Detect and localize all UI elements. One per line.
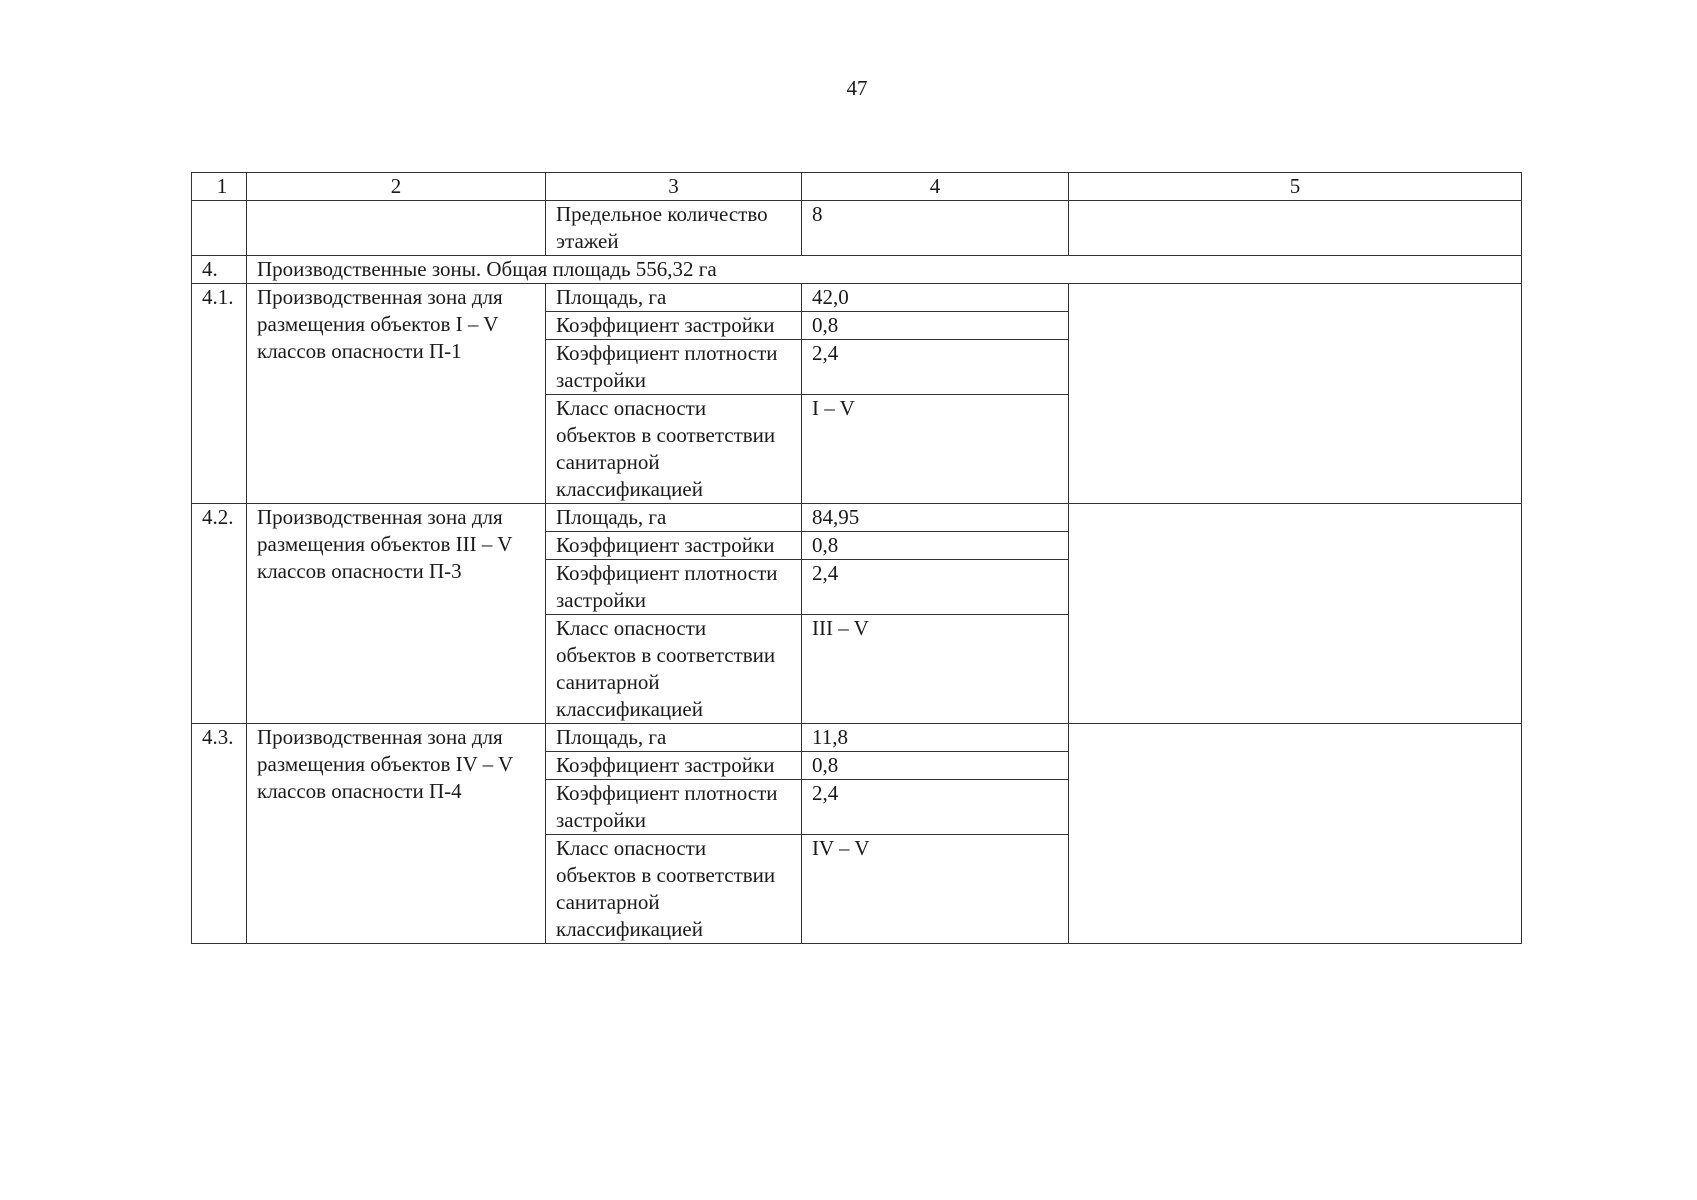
zone-param-row: [192, 284, 1522, 312]
param-value: III – V: [802, 615, 1069, 724]
param-value: IV – V: [802, 835, 1069, 944]
param-name: Класс опасности объектов в соответствии санитарной классификацией: [546, 395, 802, 504]
param-value: 2,4: [802, 780, 1069, 835]
zone-number: 4.3.: [192, 724, 247, 944]
header-cell-5: 5: [1069, 173, 1522, 201]
param-name: Класс опасности объектов в соответствии санитарной классификацией: [546, 615, 802, 724]
header-cell-2: 2: [247, 173, 546, 201]
zone-name: Производственная зона для размещения объектов IV – V классов опасности П-4: [247, 724, 546, 944]
header-cell-3: 3: [546, 173, 802, 201]
section-title: Производственные зоны. Общая площадь 556,32 га: [247, 256, 1522, 284]
zones-table: [191, 172, 1522, 944]
zone-name: Производственная зона для размещения объектов III – V классов опасности П-3: [247, 504, 546, 724]
zone-note: [1069, 504, 1522, 724]
section-number: 4.: [192, 256, 247, 284]
param-name: Площадь, га: [546, 724, 802, 752]
param-name: Коэффициент застройки: [546, 532, 802, 560]
param-value: I – V: [802, 395, 1069, 504]
header-row: [192, 173, 1522, 201]
param-value: 2,4: [802, 560, 1069, 615]
zones-body: [192, 284, 1522, 944]
param-name: Площадь, га: [546, 504, 802, 532]
param-name: Коэффициент плотности застройки: [546, 340, 802, 395]
param-name: Коэффициент плотности застройки: [546, 780, 802, 835]
zone-param-row: [192, 724, 1522, 752]
zone-name: Производственная зона для размещения объектов I – V классов опасности П-1: [247, 284, 546, 504]
param-value: 0,8: [802, 532, 1069, 560]
param-name: Класс опасности объектов в соответствии санитарной классификацией: [546, 835, 802, 944]
header-cell-4: 4: [802, 173, 1069, 201]
zone-param-row: [192, 504, 1522, 532]
param-value: 0,8: [802, 312, 1069, 340]
zone-note: [1069, 724, 1522, 944]
param-name: Коэффициент застройки: [546, 312, 802, 340]
param-cell: Предельное количество этажей: [546, 201, 802, 256]
param-name: Площадь, га: [546, 284, 802, 312]
page-number: 47: [846, 76, 868, 100]
continuation-row: [192, 201, 1522, 256]
zone-name-cell: [247, 201, 546, 256]
value-cell: 8: [802, 201, 1069, 256]
zone-note: [1069, 284, 1522, 504]
section-row: [192, 256, 1522, 284]
param-value: 84,95: [802, 504, 1069, 532]
param-value: 0,8: [802, 752, 1069, 780]
param-name: Коэффициент застройки: [546, 752, 802, 780]
row-number-cell: [192, 201, 247, 256]
param-name: Коэффициент плотности застройки: [546, 560, 802, 615]
param-value: 11,8: [802, 724, 1069, 752]
zone-number: 4.2.: [192, 504, 247, 724]
header-cell-1: 1: [192, 173, 247, 201]
zone-number: 4.1.: [192, 284, 247, 504]
param-value: 2,4: [802, 340, 1069, 395]
param-value: 42,0: [802, 284, 1069, 312]
note-cell: [1069, 201, 1522, 256]
